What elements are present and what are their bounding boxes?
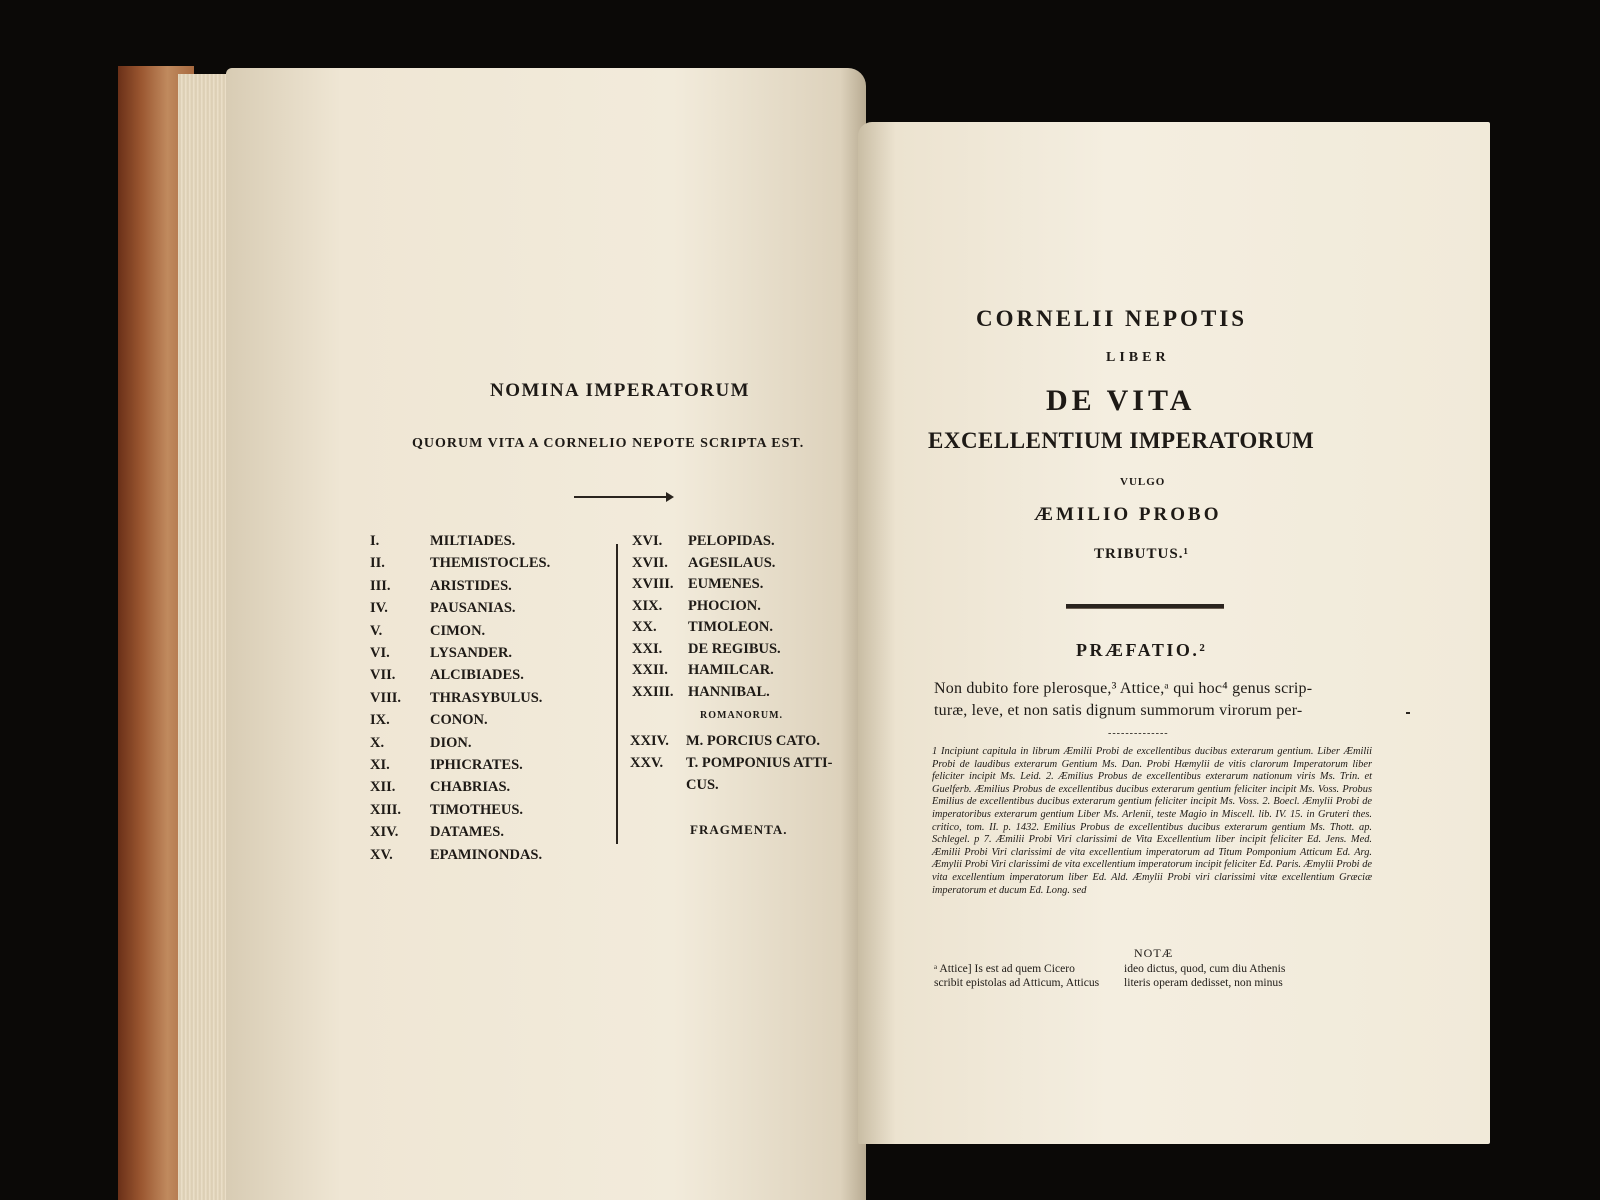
right-page <box>858 122 1490 1144</box>
arrow-rule <box>574 496 670 498</box>
notae-heading: NOTÆ <box>1134 946 1174 960</box>
list-item: XVI. PELOPIDAS. <box>632 533 775 549</box>
title-cornelii-nepotis: CORNELII NEPOTIS <box>976 306 1248 331</box>
list-item: IV. PAUSANIAS. <box>370 600 516 617</box>
page-edges <box>178 74 230 1200</box>
emperor-list-column-1 <box>370 530 550 866</box>
list-item: II. THEMISTOCLES. <box>370 555 551 572</box>
list-item: XIV. DATAMES. <box>370 824 504 841</box>
list-item: XXIV. M. PORCIUS CATO. <box>630 733 820 749</box>
note-line: ideo dictus, quod, cum diu Athenis <box>1124 962 1286 975</box>
left-page-title: NOMINA IMPERATORUM <box>490 380 751 401</box>
list-item: XV. EPAMINONDAS. <box>370 846 543 863</box>
romanorum-heading: ROMANORUM. <box>700 710 784 721</box>
list-item: XXIII. HANNIBAL. <box>632 683 770 700</box>
section-rule <box>1066 604 1224 609</box>
title-vulgo: VULGO <box>1120 476 1166 488</box>
body-text-line: turæ, leve, et non satis dignum summorum virorum per- <box>934 702 1303 719</box>
note-line: literis operam dedisset, non minus <box>1124 976 1283 989</box>
list-item: IX. CONON. <box>370 712 488 729</box>
list-item: XVII. AGESILAUS. <box>632 554 776 571</box>
margin-mark <box>1406 712 1410 714</box>
list-item: XXV. T. POMPONIUS ATTI- <box>630 755 833 771</box>
list-item: III. ARISTIDES. <box>370 577 512 594</box>
arrow-head-icon <box>666 492 674 502</box>
list-item: VI. LYSANDER. <box>370 645 513 662</box>
list-item: XI. IPHICRATES. <box>370 757 523 774</box>
list-item: VIII. THRASYBULUS. <box>370 689 543 706</box>
footnote-separator: ‐‐‐‐‐‐‐‐‐‐‐‐‐‐ <box>1108 728 1169 739</box>
fragmenta-heading: FRAGMENTA. <box>690 822 788 837</box>
title-liber: LIBER <box>1106 350 1170 365</box>
note-line: scribit epistolas ad Atticum, Atticus <box>934 976 1100 989</box>
list-item: V. CIMON. <box>370 622 486 639</box>
emperor-list-column-3 <box>630 730 833 796</box>
notes-right-column <box>1124 962 1285 990</box>
list-item: VII. ALCIBIADES. <box>370 667 524 684</box>
body-text-line: Non dubito fore plerosque,³ Attice,ᵃ qui hoc⁴ genus scrip- <box>934 680 1313 697</box>
list-item-continuation: CUS. <box>686 777 719 793</box>
list-item: X. DION. <box>370 734 472 751</box>
list-item: XXII. HAMILCAR. <box>632 662 774 678</box>
praefatio-heading: PRÆFATIO.² <box>1076 640 1208 660</box>
note-line: ᵃ Attice] Is est ad quem Cicero <box>934 962 1075 975</box>
list-item: XIII. TIMOTHEUS. <box>370 801 524 818</box>
notes-left-column <box>934 962 1099 990</box>
title-excellentium: EXCELLENTIUM IMPERATORUM <box>928 428 1315 453</box>
list-item: XIX. PHOCION. <box>632 597 761 614</box>
column-divider <box>616 544 618 844</box>
list-item: XX. TIMOLEON. <box>632 619 773 635</box>
list-item: XVIII. EUMENES. <box>632 576 764 592</box>
list-item: XII. CHABRIAS. <box>370 779 511 796</box>
emperor-list-column-2 <box>632 531 781 703</box>
footnote-text: 1 Incipiunt capitula in librum Æmilii Probi de excellentibus ducibus exterarum gentium. Liber Æmilii Probi de laudibus exterarum Gentium Ms. Dan. Probi Hæmylii de vitis clarorum Imperatorum liber feliciter incipit Ms. Leid. 2. Æmilius Probus de excellentibus exterarum nationum viris Ms. Trin. et Guelferb. Æmilius Probus de excellentibus ducibus exterarum gentium feliciter incipit Ms. Voss. Probus Emilius de excellentibus ducibus exterarum gentium feliciter incipit Ms. Voss. 2. Boecl. Æmylii Probi de imperatoribus exterarum gentium Liber Ms. Arlenii, teste Magio in Miscell. lib. IV. 15. in Gruteri thes. critico, tom. II. p. 1432. Emilius Probus de excellentibus ducibus exterarum gentium Ms. Thott. ap. Schlegel. p 7. Æmilii Probi Viri clarissimi de Vita Excellentium liber incipit feliciter Ed. Jens. Med. Æmilii Probi Viri clarissimi de vita excellentium imperatorum ad Titum Pomponium Atticum Ed. Arg. Æmylii Probi Viri clarissimi de vita excellentium imperatorum incipit feliciter Ed. Paris. Æmylii Probi de vita excellentium imperatorum liber Ed. Ald. Æmylii Probi viri clarissimi vitæ excellentium Græciæ imperatorum et ducum Ed. Long. sed <box>932 746 1372 896</box>
title-aemilio-probo: ÆMILIO PROBO <box>1034 504 1222 525</box>
list-item: XXI. DE REGIBUS. <box>632 640 781 657</box>
list-item: I. MILTIADES. <box>370 533 516 549</box>
left-page-subtitle: QUORUM VITA A CORNELIO NEPOTE SCRIPTA EST. <box>412 436 805 451</box>
title-de-vita: DE VITA <box>1046 384 1196 417</box>
title-tributus: TRIBUTUS.¹ <box>1094 546 1189 562</box>
